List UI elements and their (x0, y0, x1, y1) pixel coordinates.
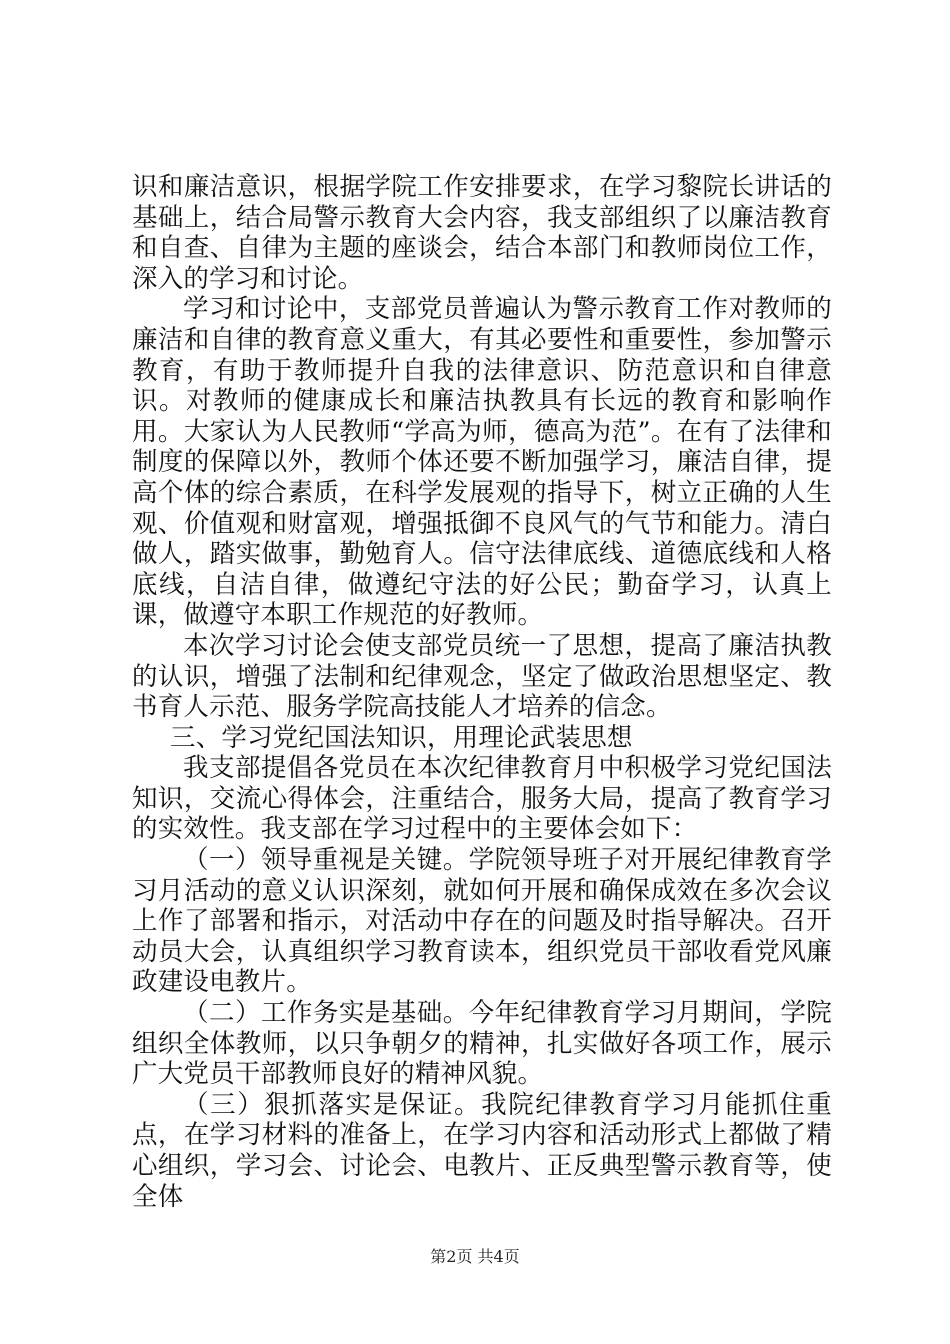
paragraph-outcome: 本次学习讨论会使支部党员统一了思想，提高了廉洁执教的认识，增强了法制和纪律观念，坚定了做政治思想坚定、教书育人示范、服务学院高技能人才培养的信念。 (132, 630, 832, 723)
paragraph-point-three: （三）狠抓落实是保证。我院纪律教育学习月能抓住重点，在学习材料的准备上，在学习内容和活动形式上都做了精心组织，学习会、讨论会、电教片、正反典型警示教育等，使全体 (132, 1089, 832, 1212)
document-body (132, 172, 832, 1212)
paragraph-intro-experience: 我支部提倡各党员在本次纪律教育月中积极学习党纪国法知识，交流心得体会，注重结合，服务大局，提高了教育学习的实效性。我支部在学习过程中的主要体会如下： (132, 753, 832, 845)
paragraph-continuation: 识和廉洁意识，根据学院工作安排要求，在学习黎院长讲话的基础上，结合局警示教育大会内容，我支部组织了以廉洁教育和自查、自律为主题的座谈会，结合本部门和教师岗位工作，深入的学习和讨论。 (132, 172, 832, 294)
section-heading-three: 三、学习党纪国法知识，用理论武装思想 (170, 722, 633, 753)
page-number-footer: 第2页 共4页 (430, 1247, 520, 1266)
paragraph-point-one: （一）领导重视是关键。学院领导班子对开展纪律教育学习月活动的意义认识深刻，就如何开展和确保成效在多次会议上作了部署和指示，对活动中存在的问题及时指导解决。召开动员大会，认真组织学习教育读本，组织党员干部收看党风廉政建设电教片。 (132, 845, 832, 998)
paragraph-point-two: （二）工作务实是基础。今年纪律教育学习月期间，学院组织全体教师，以只争朝夕的精神，扎实做好各项工作，展示广大党员干部教师良好的精神风貌。 (132, 998, 832, 1090)
paragraph-discussion: 学习和讨论中，支部党员普遍认为警示教育工作对教师的廉洁和自律的教育意义重大，有其必要性和重要性，参加警示教育，有助于教师提升自我的法律意识、防范意识和自律意识。对教师的健康成长和廉洁执教具有长远的教育和影响作用。大家认为人民教师“学高为师，德高为范”。在有了法律和制度的保障以外，教师个体还要不断加强学习，廉洁自律，提高个体的综合素质，在科学发展观的指导下，树立正确的人生观、价值观和财富观，增强抵御不良风气的气节和能力。清白做人，踏实做事，勤勉育人。信守法律底线、道德底线和人格底线，自洁自律，做遵纪守法的好公民；勤奋学习，认真上课，做遵守本职工作规范的好教师。 (132, 294, 832, 631)
